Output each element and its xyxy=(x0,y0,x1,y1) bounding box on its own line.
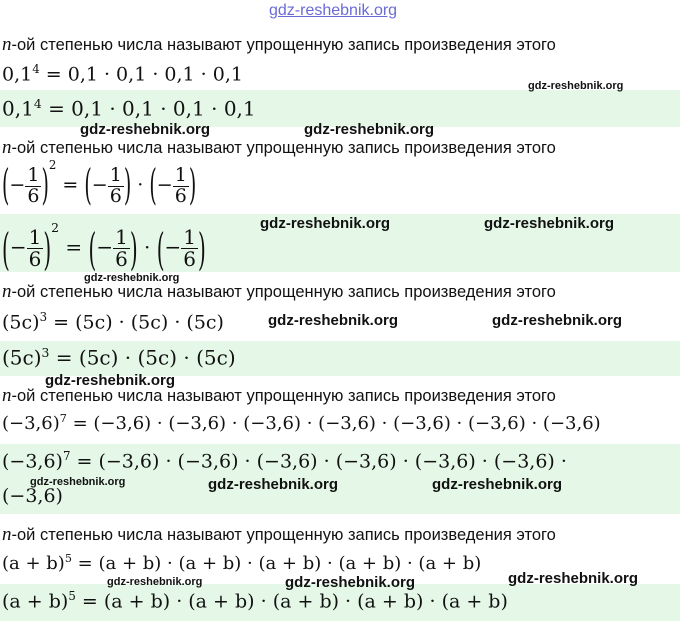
watermark: gdz-reshebnik.org xyxy=(528,80,624,92)
watermark: gdz-reshebnik.org xyxy=(45,372,176,389)
watermark: gdz-reshebnik.org xyxy=(80,121,211,138)
watermark: gdz-reshebnik.org xyxy=(285,574,416,591)
watermark: gdz-reshebnik.org xyxy=(268,312,399,329)
definition-statement: n-ой степенью числа называют упрощенную запись произведения этого xyxy=(2,524,556,545)
definition-statement: n-ой степенью числа называют упрощенную запись произведения этого xyxy=(2,34,556,55)
watermark: gdz-reshebnik.org xyxy=(30,476,126,488)
formula-3: $(5c)^3 = (5c) \cdot (5c) \cdot (5c)$ xyxy=(2,310,224,334)
watermark: gdz-reshebnik.org xyxy=(484,215,615,232)
definition-statement: n-ой степенью числа называют упрощенную запись произведения этого xyxy=(2,137,556,158)
formula-4: $(-3,6)^7 = (-3,6) \cdot (-3,6) \cdot (-3,6) \cdot (-3,6) \cdot (-3,6) \cdot (-3,6) \cdot (-3,6)$ xyxy=(2,412,601,434)
site-link[interactable]: gdz-reshebnik.org xyxy=(269,2,398,19)
answer-formula-4-line2: (−3,6) xyxy=(2,485,63,507)
watermark: gdz-reshebnik.org xyxy=(208,476,339,493)
answer-formula-4-line1: $(-3,6)^7 = (-3,6) \cdot (-3,6) \cdot (-3,6) \cdot (-3,6) \cdot (-3,6) \cdot (-3,6)$ · xyxy=(2,449,567,473)
watermark: gdz-reshebnik.org xyxy=(508,570,639,587)
definition-statement: n-ой степенью числа называют упрощенную запись произведения этого xyxy=(2,281,556,302)
watermark: gdz-reshebnik.org xyxy=(304,121,435,138)
formula-1: $0,1^4 = 0,1 \cdot 0,1 \cdot 0,1 \cdot 0,1$ xyxy=(2,62,243,86)
formula-5: $(a + b)^5 = (a + b) \cdot (a + b) \cdot (a + b) \cdot (a + b) \cdot (a + b)$ xyxy=(2,552,482,574)
answer-formula-3: $(5c)^3 = (5c) \cdot (5c) \cdot (5c)$ xyxy=(2,345,236,370)
answer-formula-1: $0,1^4 = 0,1 \cdot 0,1 \cdot 0,1 \cdot 0,1$ xyxy=(2,96,256,121)
answer-formula-2: (− $\frac{1}{6}$ )$^2$ = (− $\frac{1}{6}$ ) · (− $\frac{1}{6}$ ) xyxy=(2,220,206,275)
watermark: gdz-reshebnik.org xyxy=(84,272,180,284)
answer-formula-5: $(a + b)^5 = (a + b) \cdot (a + b) \cdot (a + b) \cdot (a + b) \cdot (a + b)$ xyxy=(2,589,508,613)
watermark: gdz-reshebnik.org xyxy=(432,476,563,493)
formula-2: (− $\frac{1}{6}$ )$^2$ = (− $\frac{1}{6}$ ) · (− $\frac{1}{6}$ ) xyxy=(2,158,197,211)
watermark: gdz-reshebnik.org xyxy=(260,215,391,232)
watermark: gdz-reshebnik.org xyxy=(107,576,203,588)
definition-statement: n-ой степенью числа называют упрощенную запись произведения этого xyxy=(2,385,556,406)
watermark: gdz-reshebnik.org xyxy=(492,312,623,329)
